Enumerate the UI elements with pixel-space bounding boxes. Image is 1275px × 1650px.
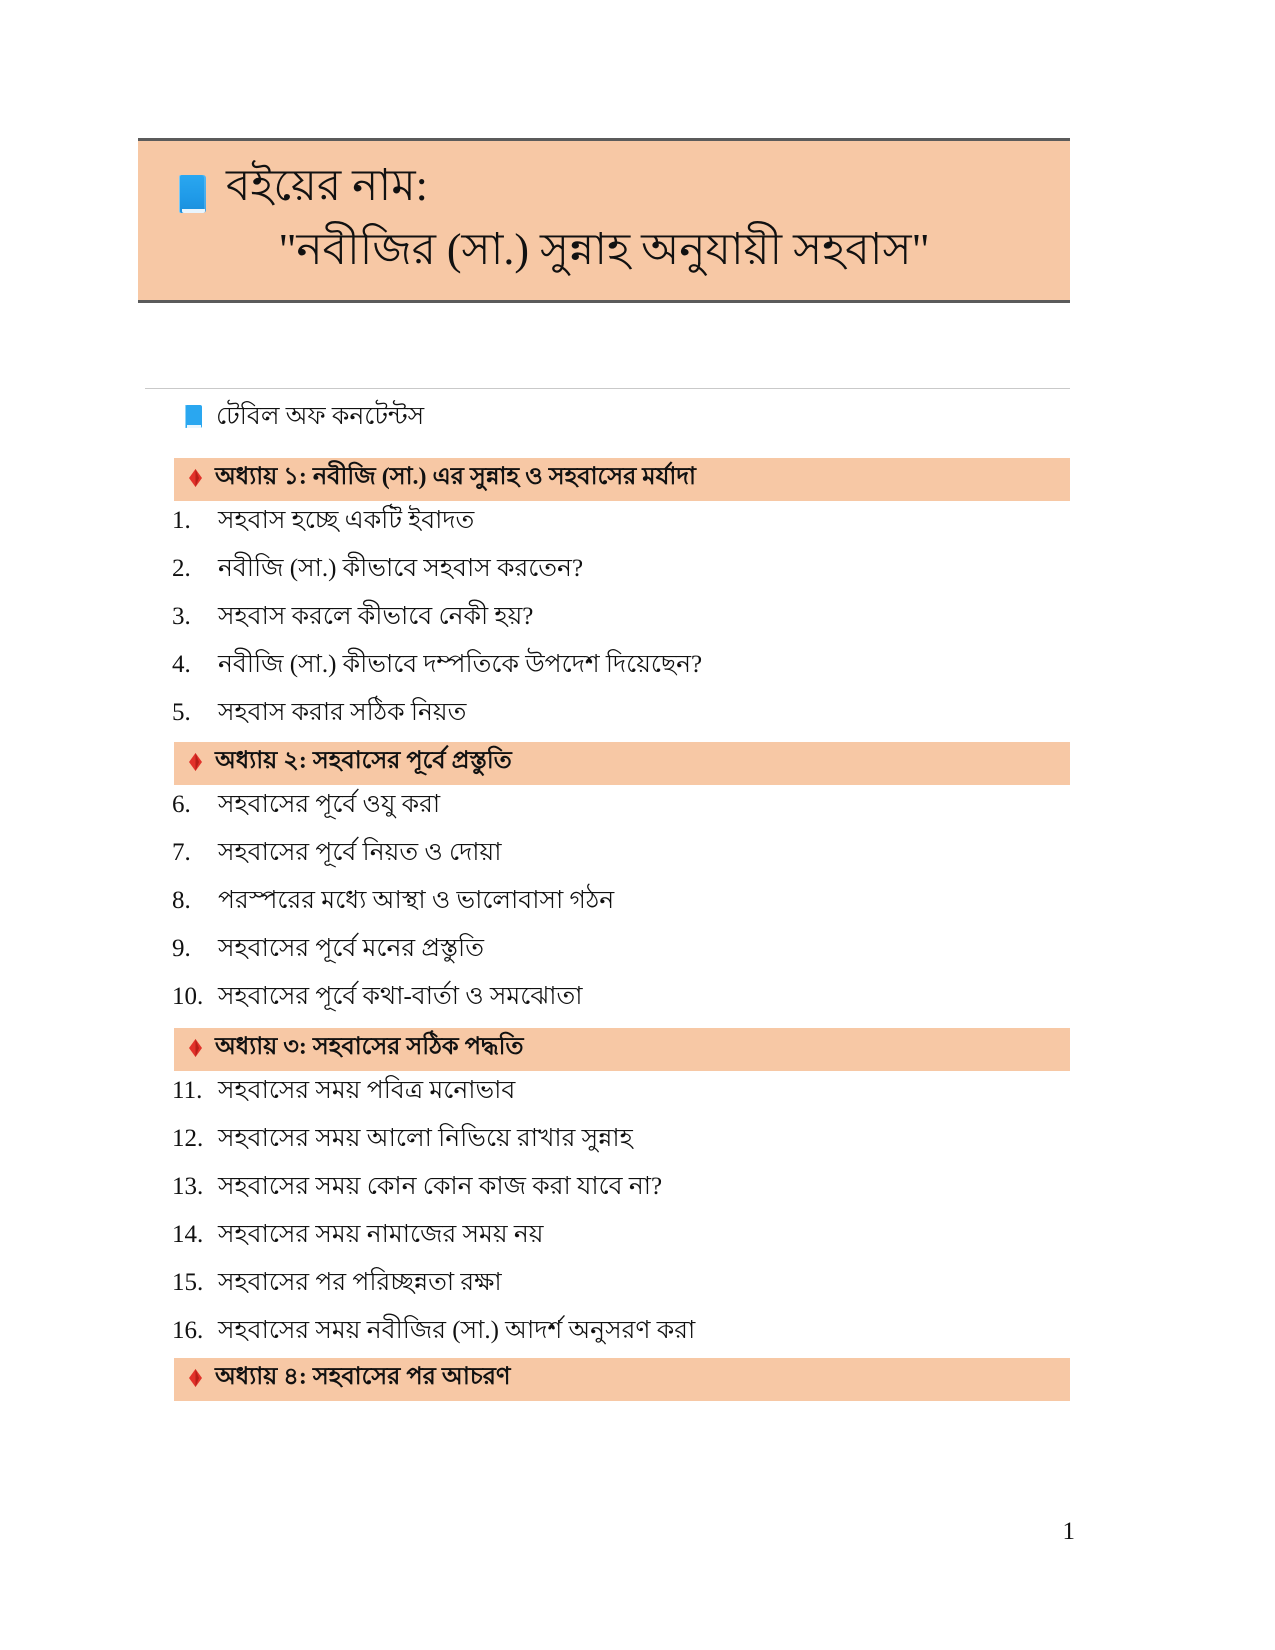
blue-book-icon <box>178 175 208 215</box>
list-item-label: সহবাসের সময় কোন কোন কাজ করা যাবে না? <box>218 1173 663 1200</box>
list-item-number: 7. <box>172 839 191 866</box>
list-item-number: 12. <box>172 1125 204 1152</box>
blue-book-icon <box>185 405 203 429</box>
list-item-number: 13. <box>172 1173 204 1200</box>
list-item[interactable] <box>172 700 466 725</box>
list-item[interactable] <box>172 1270 502 1295</box>
list-item[interactable] <box>172 936 484 961</box>
book-name-label: বইয়ের নাম: <box>226 161 428 210</box>
red-diamond-icon <box>188 468 203 488</box>
list-item-number: 8. <box>172 887 191 914</box>
list-item-label: সহবাস করলে কীভাবে নেকী হয়? <box>218 603 534 630</box>
list-item[interactable] <box>172 984 583 1009</box>
list-item[interactable] <box>172 1078 515 1103</box>
book-title-text: "নবীজির (সা.) সুন্নাহ অনুযায়ী সহবাস" <box>278 225 930 274</box>
list-item-number: 11. <box>172 1077 203 1104</box>
list-item-number: 9. <box>172 935 191 962</box>
list-item-number: 4. <box>172 651 191 678</box>
chapter-heading-4[interactable] <box>174 1358 1070 1401</box>
list-item-label: সহবাস করার সঠিক নিয়ত <box>218 699 467 726</box>
chapter-heading-2[interactable] <box>174 742 1070 785</box>
header-divider <box>145 388 1070 389</box>
list-item-number: 15. <box>172 1269 204 1296</box>
list-item[interactable] <box>172 1174 662 1199</box>
list-item-label: সহবাসের সময় আলো নিভিয়ে রাখার সুন্নাহ <box>218 1125 633 1152</box>
list-item[interactable] <box>172 1222 544 1247</box>
list-item[interactable] <box>172 1318 695 1343</box>
book-title-banner <box>138 138 1070 303</box>
list-item-number: 6. <box>172 791 191 818</box>
list-item-label: সহবাস হচ্ছে একটি ইবাদত <box>218 507 475 534</box>
list-item[interactable] <box>172 508 474 533</box>
list-item[interactable] <box>172 888 614 913</box>
list-item[interactable] <box>172 556 583 581</box>
list-item-number: 1. <box>172 507 191 534</box>
book-title-line-one <box>178 163 1052 215</box>
table-of-contents-text: টেবিল অফ কনটেন্টস <box>216 403 425 430</box>
list-item-label: সহবাসের পূর্বে ওযু করা <box>218 791 441 818</box>
chapter-heading-text: অধ্যায় ৪: সহবাসের পর আচরণ <box>215 1364 511 1390</box>
list-item[interactable] <box>172 840 502 865</box>
list-item[interactable] <box>172 604 533 629</box>
red-diamond-icon <box>188 1038 203 1058</box>
list-item-number: 10. <box>172 983 204 1010</box>
red-diamond-icon <box>188 1368 203 1388</box>
chapter-heading-text: অধ্যায় ১: নবীজি (সা.) এর সুন্নাহ ও সহবাসের মর্যাদা <box>215 464 696 490</box>
list-item-number: 5. <box>172 699 191 726</box>
list-item-number: 3. <box>172 603 191 630</box>
chapter-heading-3[interactable] <box>174 1028 1070 1071</box>
list-item-label: সহবাসের পূর্বে নিয়ত ও দোয়া <box>218 839 502 866</box>
chapter-heading-text: অধ্যায় ২: সহবাসের পূর্বে প্রস্তুতি <box>215 748 512 774</box>
page-number: 1 <box>1062 1518 1075 1545</box>
list-item-number: 2. <box>172 555 191 582</box>
list-item-number: 14. <box>172 1221 204 1248</box>
list-item-label: সহবাসের পূর্বে কথা-বার্তা ও সমঝোতা <box>218 983 583 1010</box>
table-of-contents-label <box>185 404 424 429</box>
chapter-heading-text: অধ্যায় ৩: সহবাসের সঠিক পদ্ধতি <box>215 1034 524 1060</box>
list-item-label: নবীজি (সা.) কীভাবে সহবাস করতেন? <box>218 555 584 582</box>
list-item-number: 16. <box>172 1317 204 1344</box>
chapter-heading-1[interactable] <box>174 458 1070 501</box>
list-item[interactable] <box>172 652 702 677</box>
list-item[interactable] <box>172 792 440 817</box>
list-item-label: সহবাসের সময় পবিত্র মনোভাব <box>218 1077 516 1104</box>
list-item[interactable] <box>172 1126 633 1151</box>
list-item-label: পরস্পরের মধ্যে আস্থা ও ভালোবাসা গঠন <box>218 887 615 914</box>
list-item-label: নবীজি (সা.) কীভাবে দম্পতিকে উপদেশ দিয়েছেন? <box>218 651 703 678</box>
list-item-label: সহবাসের পূর্বে মনের প্রস্তুতি <box>218 935 484 962</box>
red-diamond-icon <box>188 752 203 772</box>
list-item-label: সহবাসের পর পরিচ্ছন্নতা রক্ষা <box>218 1269 502 1296</box>
list-item-label: সহবাসের সময় নবীজির (সা.) আদর্শ অনুসরণ করা <box>218 1317 696 1344</box>
list-item-label: সহবাসের সময় নামাজের সময় নয় <box>218 1221 544 1248</box>
